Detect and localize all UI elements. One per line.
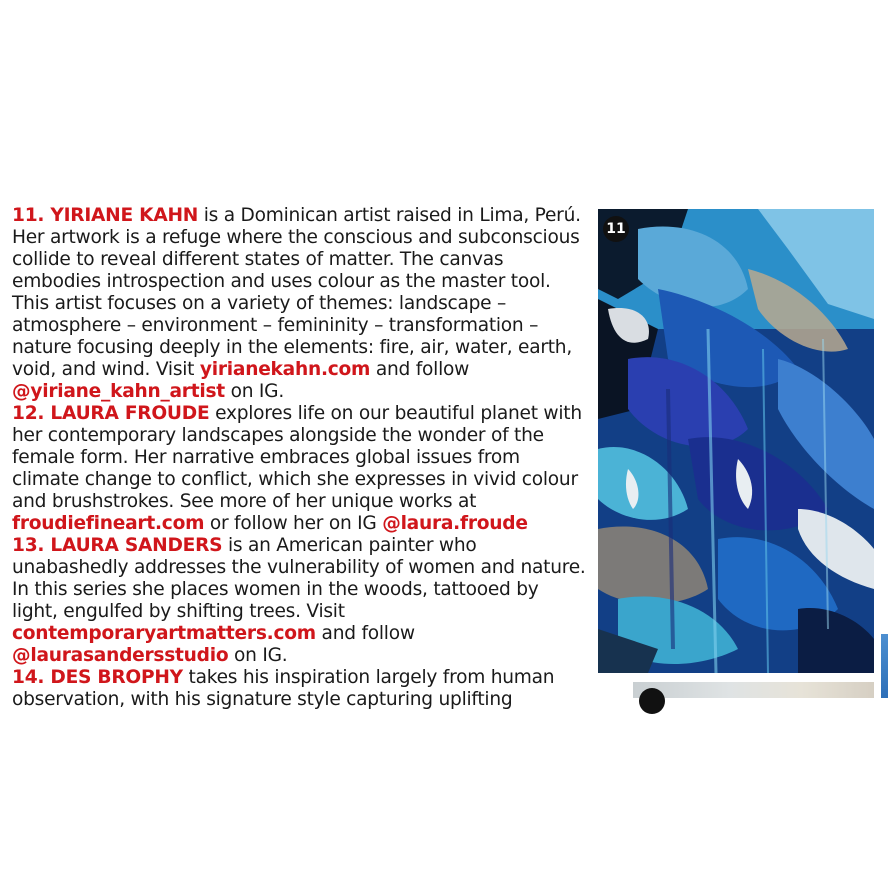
artist-entry-11: [12, 205, 588, 403]
artist-heading: 14. DES BROPHY: [12, 667, 183, 688]
abstract-blue-painting: [598, 209, 874, 673]
artist-heading: 11. YIRIANE KAHN: [12, 205, 199, 226]
artwork-number-badge: 11: [603, 216, 629, 242]
bio-text: on IG.: [228, 645, 288, 666]
bio-text: or follow her on IG: [204, 513, 383, 534]
artist-bio: is a Dominican artist raised in Lima, Perú. Her artwork is a refuge where the conscious and subconscious collide to reveal different states of matter. The canvas embodies introspection and uses colour as the master tool. This artist focuses on a variety of themes: landscape – atmosphere – environment – femininity – transformation – nature focusing deeply in the elements: fire, air, water, earth, void, and wind. Visit: [12, 205, 581, 380]
artist-entry-13: [12, 535, 588, 667]
bio-text: and follow: [315, 623, 415, 644]
article-text-column: [12, 205, 588, 710]
instagram-handle[interactable]: @yiriane_kahn_artist: [12, 381, 225, 402]
artist-entry-14: [12, 667, 588, 711]
artist-bio: explores life on our beautiful planet with her contemporary landscapes alongside the wonder of the female form. Her narrative embraces global issues from climate change to conflict, which she expresses in vivid colour and brushstrokes. See more of her unique works at: [12, 403, 582, 512]
artwork-image-14: [633, 682, 874, 698]
artwork-image-11: [598, 209, 874, 673]
artist-heading: 12. LAURA FROUDE: [12, 403, 210, 424]
bio-text: and follow: [370, 359, 470, 380]
website-link[interactable]: contemporaryartmatters.com: [12, 623, 316, 644]
artist-entry-12: [12, 403, 588, 535]
instagram-handle[interactable]: @laura.froude: [382, 513, 528, 534]
artist-heading: 13. LAURA SANDERS: [12, 535, 223, 556]
website-link[interactable]: yirianekahn.com: [199, 359, 371, 380]
artist-bio: takes his inspiration largely from human observation, with his signature style capturing uplifting: [12, 667, 555, 710]
instagram-handle[interactable]: @laurasandersstudio: [12, 645, 229, 666]
artist-bio: is an American painter who unabashedly addresses the vulnerability of women and nature. In this series she places women in the woods, tattooed by light, engulfed by shifting trees. Visit: [12, 535, 586, 622]
adjacent-page-image-edge: [881, 634, 888, 698]
artwork-number-badge: [639, 688, 665, 714]
website-link[interactable]: froudiefineart.com: [12, 513, 205, 534]
bio-text: on IG.: [224, 381, 284, 402]
